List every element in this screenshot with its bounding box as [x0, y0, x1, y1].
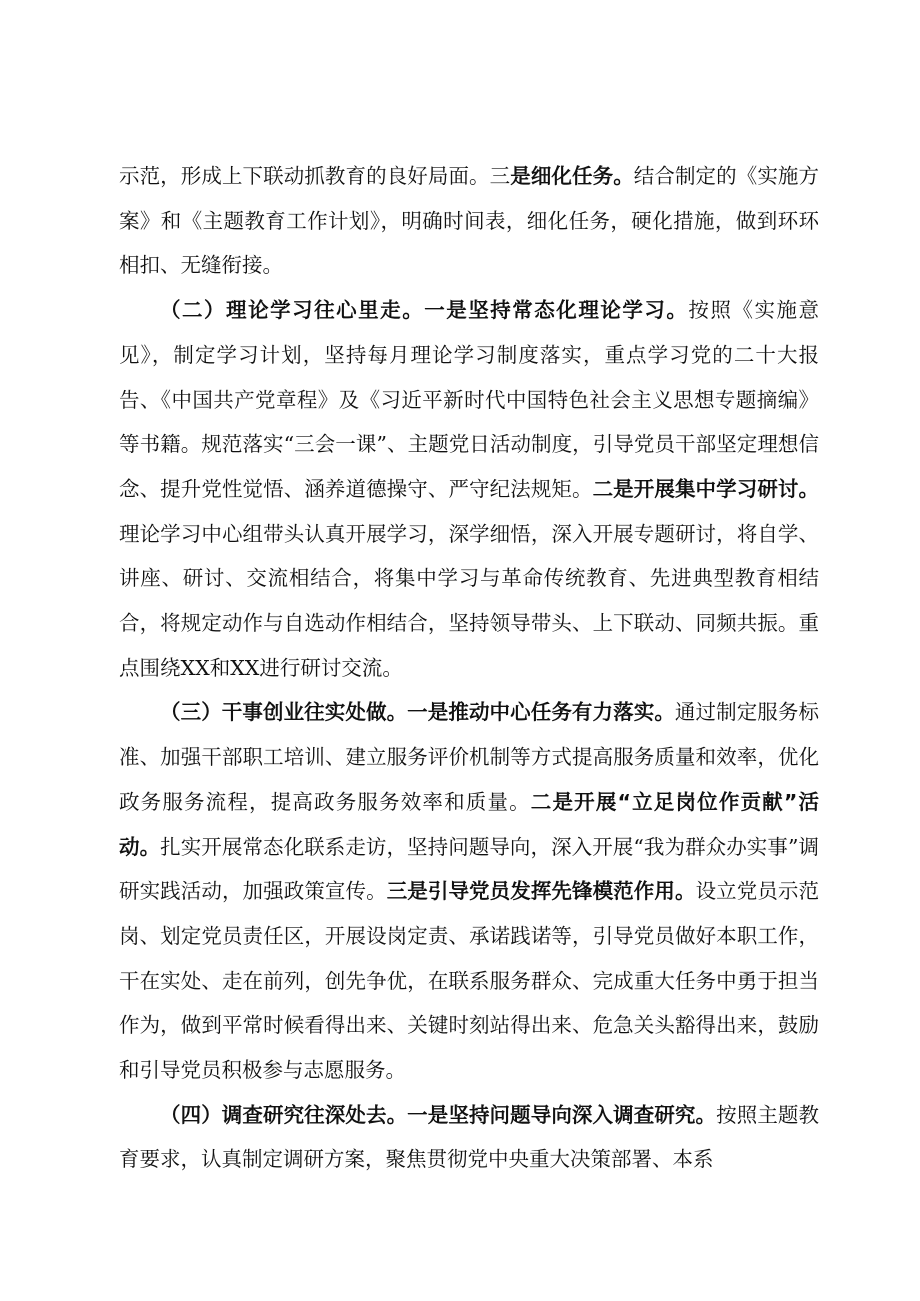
bold-text-run: （三）干事创业往实处做。一是推动中心任务有力落实。	[160, 700, 675, 725]
text-run: 设立党员示范岗、划定党员责任区，开展设岗定责、承诺践诺等，引导党员做好本职工作，干在实处、走在前列，创先争优，在联系服务群众、完成重大任务中勇于担当作为，做到平常时候看得出来、关键时刻站得出来、危急关头豁得出来，鼓励和引导党员积极参与志愿服务。	[119, 879, 820, 1083]
bold-text-run: （二）理论学习往心里走。一是坚持常态化理论学习。	[160, 298, 689, 323]
bold-text-run: 是细化任务。	[510, 164, 634, 188]
text-run: 结合制定的《实施方案》和《主题教育工作计划》，明确时间表，细化任务，硬化措施，做到环环相扣、无缝衔接。	[119, 164, 820, 278]
paragraph-p4	[119, 1093, 819, 1182]
bold-text-run: 三是引导党员发挥先锋模范作用。	[386, 879, 696, 904]
text-run: 示范，形成上下联动抓教育的良好局面。三	[119, 164, 511, 188]
document-body	[119, 154, 819, 1182]
text-run: 按照主题教育要求，认真制定调研方案，聚焦贯彻党中央重大决策部署、本系	[119, 1102, 820, 1172]
paragraph-p2	[119, 288, 819, 690]
text-run: 理论学习中心组带头认真开展学习，深学细悟，深入开展专题研讨，将自学、讲座、研讨、交流相结合，将集中学习与革命传统教育、先进典型教育相结合，将规定动作与自选动作相结合，坚持领导带头、上下联动、同频共振。重点围绕XX和XX进行研讨交流。	[119, 521, 819, 680]
paragraph-p3	[119, 690, 819, 1092]
paragraph-p1	[119, 154, 819, 288]
text-run: 通过制定服务标准、加强干部职工培训、建立服务评价机制等方式提高服务质量和效率，优化政务服务流程，提高政务服务效率和质量。	[119, 700, 820, 814]
bold-text-run: 二是开展“立足岗位作贡献”活动。	[119, 789, 819, 859]
text-run: 扎实开展常态化联系走访，坚持问题导向，深入开展“我为群众办实事”调研实践活动，加强政策宣传。	[119, 834, 819, 904]
bold-text-run: （四）调查研究往深处去。一是坚持问题导向深入调查研究。	[160, 1102, 717, 1127]
bold-text-run: 二是开展集中学习研讨。	[592, 476, 820, 501]
text-run: 按照《实施意见》，制定学习计划，坚持每月理论学习制度落实，重点学习党的二十大报告、《中国共产党章程》及《习近平新时代中国特色社会主义思想专题摘编》等书籍。规范落实“三会一课”、主题党日活动制度，引导党员干部坚定理想信念、提升党性觉悟、涵养道德操守、严守纪法规矩。	[119, 298, 820, 501]
